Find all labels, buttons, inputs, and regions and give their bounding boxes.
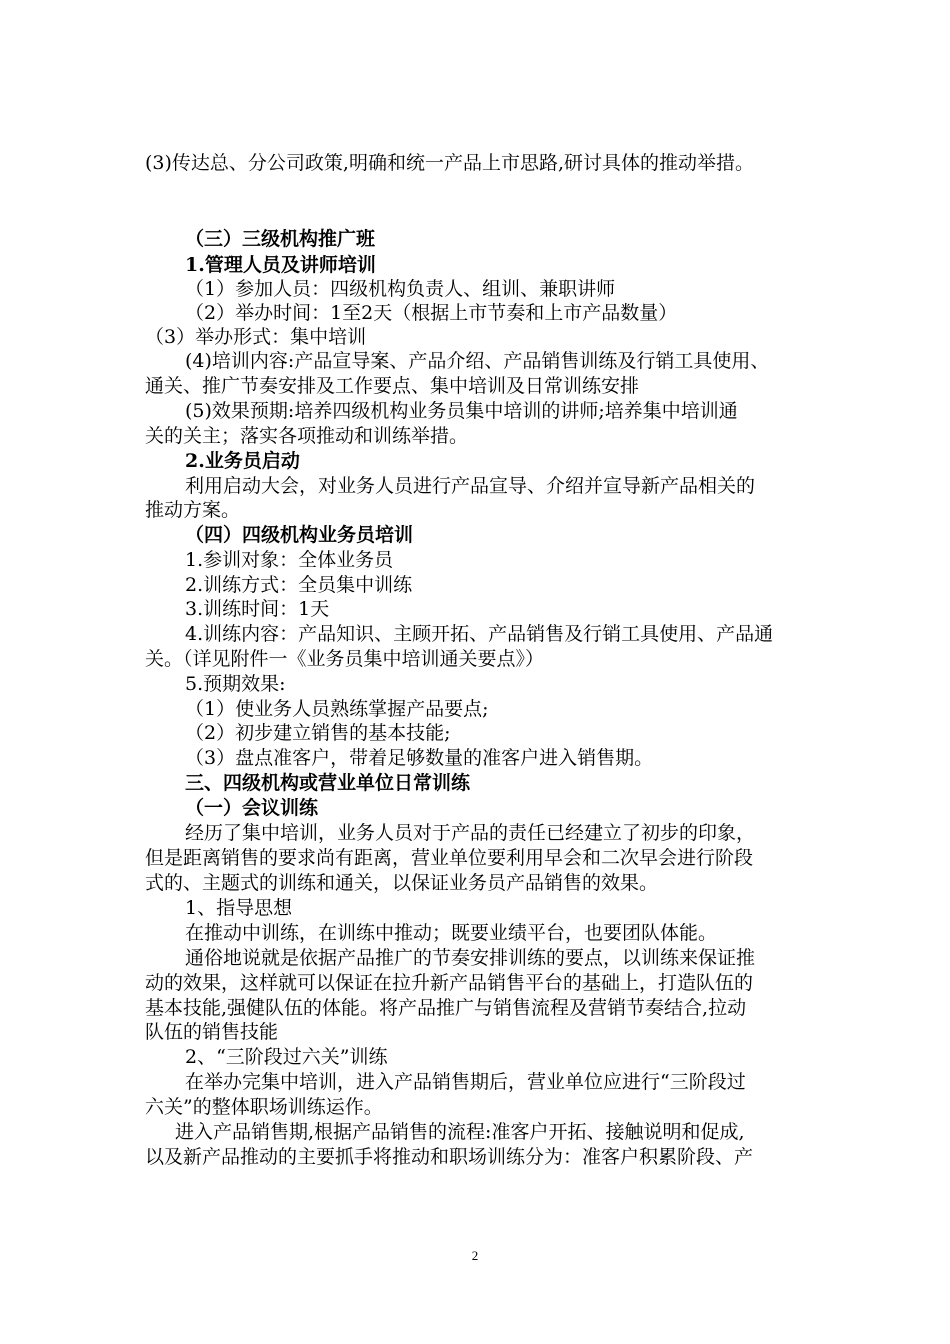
text-line: 2、“三阶段过六关”训练 — [185, 1046, 388, 1068]
text-line: 以及新产品推动的主要抓手将推动和职场训练分为：准客户积累阶段、产 — [145, 1146, 754, 1168]
text-line: （3）举办形式：集中培训 — [145, 326, 367, 348]
section-heading: （四）四级机构业务员培训 — [185, 524, 414, 546]
text-line: 在推动中训练，在训练中推动；既要业绩平台，也要团队体能。 — [185, 922, 718, 944]
text-line: 1.参训对象：全体业务员 — [185, 549, 394, 571]
text-line: 但是距离销售的要求尚有距离，营业单位要利用早会和二次早会进行阶段 — [145, 847, 754, 869]
section-heading: （三）三级机构推广班 — [185, 228, 376, 250]
subsection-heading: 1.管理人员及讲师培训 — [185, 254, 376, 276]
text-line: 在举办完集中培训，进入产品销售期后，营业单位应进行“三阶段过 — [185, 1071, 746, 1093]
text-line: 经历了集中培训，业务人员对于产品的责任已经建立了初步的印象， — [185, 822, 756, 844]
section-heading: （一）会议训练 — [185, 797, 319, 819]
text-line: （2）初步建立销售的基本技能; — [185, 722, 451, 744]
text-line: 推动方案。 — [145, 499, 241, 521]
text-line: 5.预期效果: — [185, 673, 286, 695]
text-line: 关的关主；落实各项推动和训练举措。 — [145, 425, 469, 447]
chapter-heading: 三、四级机构或营业单位日常训练 — [185, 772, 471, 794]
text-line: （2）举办时间：1至2天（根据上市节奏和上市产品数量） — [185, 302, 678, 324]
subsection-heading: 2.业务员启动 — [185, 450, 300, 472]
text-line: 4.训练内容：产品知识、主顾开拓、产品销售及行销工具使用、产品通 — [185, 623, 774, 645]
text-line: 动的效果，这样就可以保证在拉升新产品销售平台的基础上，打造队伍的 — [145, 972, 754, 994]
text-line: 1、指导思想 — [185, 897, 293, 919]
text-line: 3.训练时间：1天 — [185, 598, 330, 620]
text-line: 通关、推广节奏安排及工作要点、集中培训及日常训练安排 — [145, 375, 640, 397]
text-line: （3）盘点准客户，带着足够数量的准客户进入销售期。 — [185, 747, 654, 769]
text-line: 通俗地说就是依据产品推广的节奏安排训练的要点，以训练来保证推 — [185, 947, 756, 969]
text-line: 队伍的销售技能 — [145, 1021, 279, 1043]
text-line: (5)效果预期:培养四级机构业务员集中培训的讲师;培养集中培训通 — [185, 400, 738, 422]
text-line: 基本技能,强健队伍的体能。将产品推广与销售流程及营销节奏结合,拉动 — [145, 997, 747, 1019]
text-line: 关。（详见附件一《业务员集中培训通关要点》） — [145, 648, 545, 670]
text-line: 式的、主题式的训练和通关，以保证业务员产品销售的效果。 — [145, 872, 659, 894]
text-line: (4)培训内容:产品宣导案、产品介绍、产品销售训练及行销工具使用、 — [185, 350, 770, 372]
text-line: 进入产品销售期,根据产品销售的流程:准客户开拓、接触说明和促成, — [175, 1121, 745, 1143]
text-line: （1）使业务人员熟练掌握产品要点; — [185, 698, 489, 720]
page-number: 2 — [471, 1248, 479, 1263]
text-line: （1）参加人员：四级机构负责人、组训、兼职讲师 — [185, 278, 616, 300]
text-line: 2.训练方式：全员集中训练 — [185, 574, 413, 596]
text-line: (3)传达总、分公司政策,明确和统一产品上市思路,研讨具体的推动举措。 — [145, 152, 754, 174]
text-line: 利用启动大会，对业务人员进行产品宣导、介绍并宣导新产品相关的 — [185, 475, 756, 497]
text-line: 六关”的整体职场训练运作。 — [145, 1096, 383, 1118]
